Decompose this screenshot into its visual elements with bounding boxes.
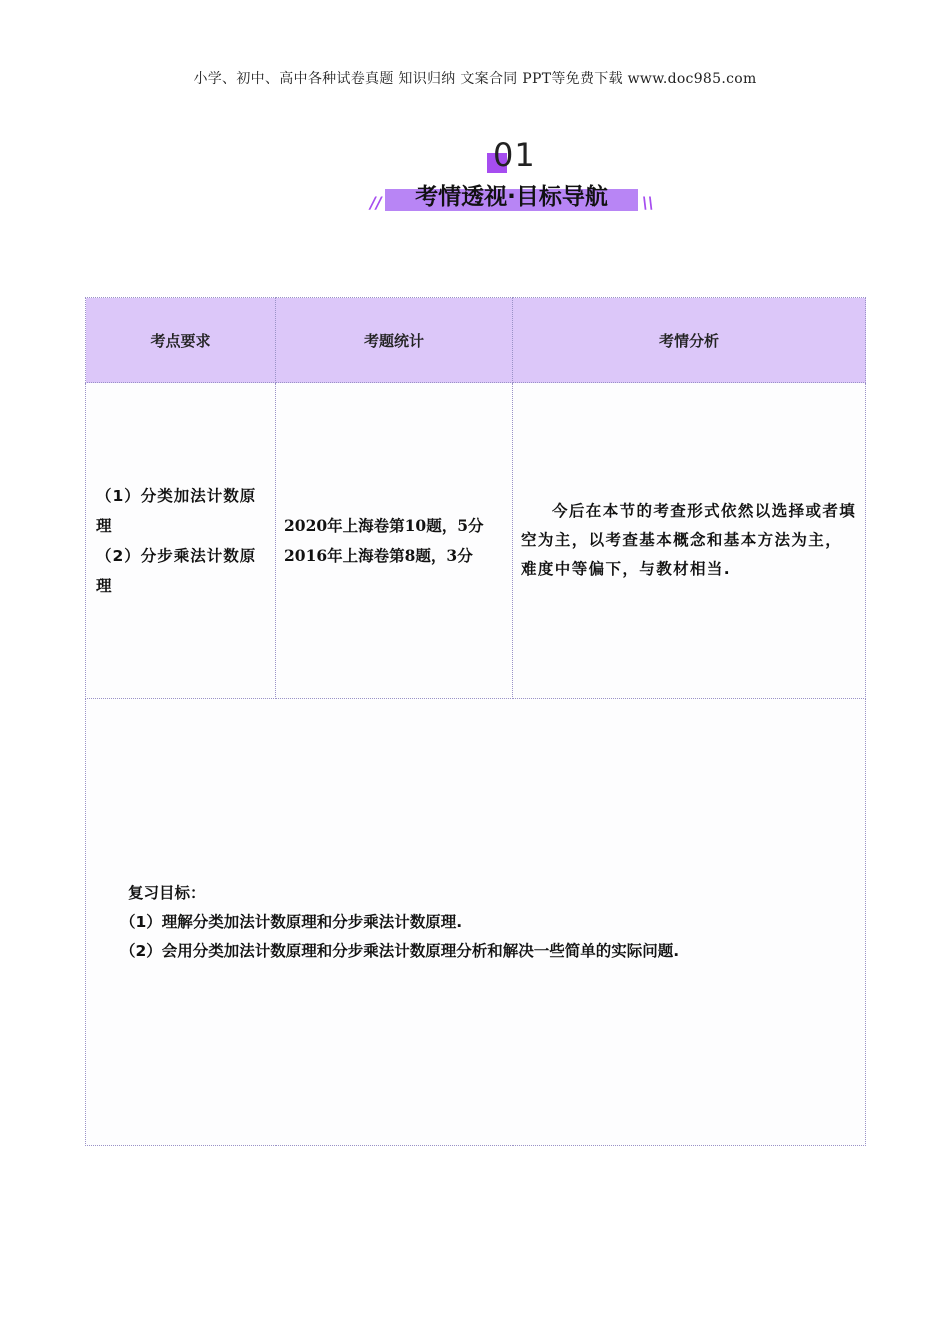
statistics-cell xyxy=(276,383,513,699)
section-title: 考情透视·目标导航 xyxy=(415,184,608,210)
analysis-text: 今后在本节的考查形式依然以选择或者填空为主，以考查基本概念和基本方法为主，难度中等偏下，与教材相当. xyxy=(521,502,857,578)
goals-heading: 复习目标： xyxy=(128,883,206,902)
goal-item: （2）会用分类加法计数原理和分步乘法计数原理分析和解决一些简单的实际问题. xyxy=(120,941,680,960)
page-header-banner: 小学、初中、高中各种试卷真题 知识归纳 文案合同 PPT等免费下载 www.doc985.com xyxy=(193,71,757,87)
goal-item: （1）理解分类加法计数原理和分步乘法计数原理. xyxy=(120,912,463,931)
left-slash-decoration: // xyxy=(370,193,382,212)
header-requirements: 考点要求 xyxy=(86,298,276,383)
stat-item: 2020年上海卷第10题，5分 xyxy=(284,515,484,535)
stat-item: 2016年上海卷第8题，3分 xyxy=(284,545,473,565)
section-number: 01 xyxy=(493,136,536,174)
header-analysis: 考情分析 xyxy=(513,298,866,383)
goals-row xyxy=(86,699,866,1146)
requirements-cell xyxy=(86,383,276,699)
table-header-row xyxy=(86,298,866,383)
header-statistics: 考题统计 xyxy=(276,298,513,383)
requirement-item: （2）分步乘法计数原理 xyxy=(96,546,257,595)
analysis-cell xyxy=(513,383,866,699)
requirement-item: （1）分类加法计数原理 xyxy=(96,486,257,535)
table-row xyxy=(86,383,866,699)
exam-analysis-table xyxy=(85,297,866,1146)
right-slash-decoration: \\ xyxy=(642,193,654,212)
review-goals-cell xyxy=(86,699,866,1146)
